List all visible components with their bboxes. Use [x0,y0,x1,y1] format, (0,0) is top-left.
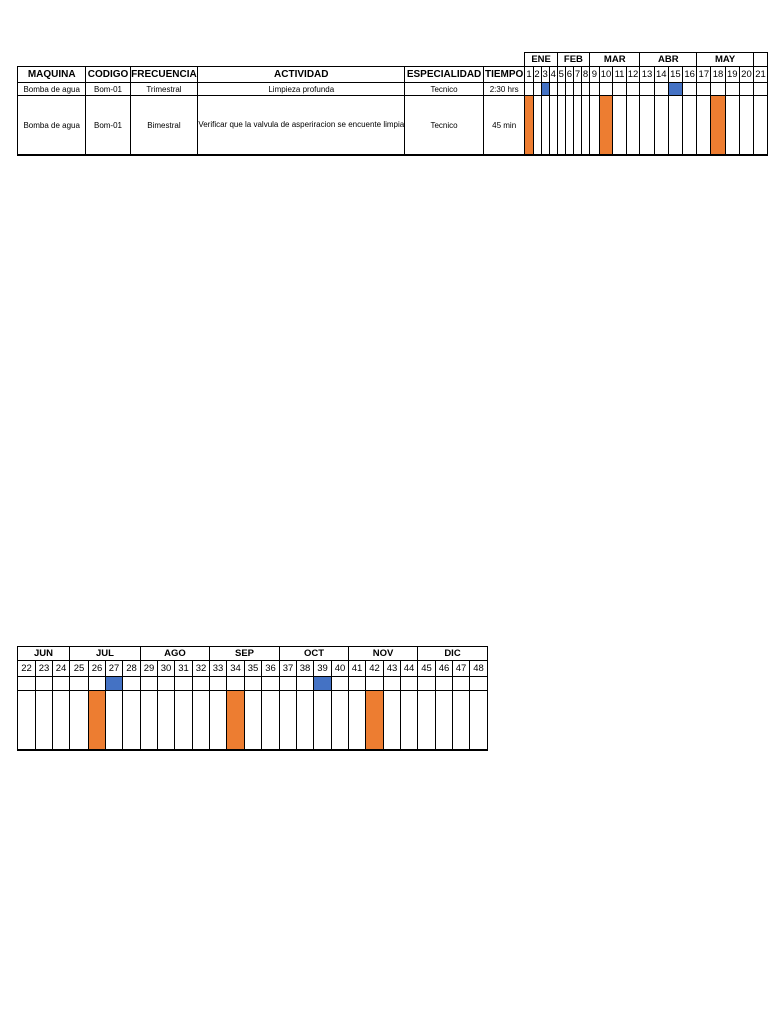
week-cell [525,83,533,96]
table-row [18,96,768,156]
cell-frecuencia: Bimestral [130,96,198,156]
maintenance-schedule-table-part-2 [17,646,488,751]
week-cell [573,96,581,156]
scheduled-week-bar [711,96,725,156]
week-number: 42 [366,661,384,677]
month-mar: MAR [590,53,640,67]
week-number: 5 [557,67,565,83]
scheduled-week-bar [599,96,613,156]
week-cell [70,691,89,751]
week-number: 16 [683,67,697,83]
week-number: 17 [697,67,711,83]
table-row [18,691,488,751]
month-may-overflow [754,53,768,67]
week-cell [754,83,768,96]
week-cell [314,691,332,751]
week-cell [141,677,158,691]
week-cell [366,677,384,691]
cell-tiempo: 2:30 hrs [483,83,525,96]
week-cell [654,83,668,96]
week-number: 29 [141,661,158,677]
week-cell [683,83,697,96]
week-number: 31 [175,661,193,677]
month-header-row [18,53,768,67]
week-number: 14 [654,67,668,83]
week-number: 37 [280,661,297,677]
week-number: 19 [725,67,739,83]
week-cell [53,691,70,751]
week-cell [697,96,711,156]
week-cell [262,677,280,691]
month-abr: ABR [640,53,697,67]
week-number: 7 [573,67,581,83]
cell-especialidad: Tecnico [405,96,484,156]
header-especialidad: ESPECIALIDAD [405,67,484,83]
week-cell [401,677,418,691]
month-oct: OCT [280,647,349,661]
week-cell [626,83,640,96]
empty-header-corner [18,53,525,67]
week-number: 43 [384,661,401,677]
week-number: 6 [565,67,573,83]
week-cell [262,691,280,751]
week-number: 23 [36,661,53,677]
week-cell [418,691,436,751]
week-number: 18 [711,67,725,83]
week-cell [436,691,453,751]
scheduled-week-bar [227,691,245,751]
week-number: 20 [739,67,753,83]
cell-maquina: Bomba de agua [18,96,86,156]
week-cell [141,691,158,751]
week-cell [193,691,210,751]
week-cell [668,96,682,156]
week-cell [175,677,193,691]
week-cell [613,96,626,156]
week-number: 46 [436,661,453,677]
week-number: 36 [262,661,280,677]
week-cell [739,96,753,156]
week-cell [697,83,711,96]
cell-codigo: Bom-01 [86,83,130,96]
scheduled-week-bar [89,691,106,751]
column-header-row [18,67,768,83]
table-row [18,83,768,96]
week-cell [123,691,141,751]
week-cell [175,691,193,751]
scheduled-week-bar [314,677,332,691]
scheduled-week-bar [668,83,682,96]
week-cell [470,691,488,751]
month-may: MAY [697,53,754,67]
week-cell [640,96,654,156]
week-number: 15 [668,67,682,83]
week-cell [297,691,314,751]
week-cell [613,83,626,96]
week-number: 3 [541,67,549,83]
week-number: 28 [123,661,141,677]
month-ago: AGO [141,647,210,661]
week-cell [573,83,581,96]
scheduled-week-bar [366,691,384,751]
week-cell [557,96,565,156]
cell-actividad: Limpieza profunda [198,83,405,96]
week-cell [626,96,640,156]
week-cell [683,96,697,156]
week-number: 35 [245,661,262,677]
week-number: 40 [332,661,349,677]
week-cell [280,691,297,751]
week-cell [418,677,436,691]
week-cell [640,83,654,96]
week-cell [754,96,768,156]
week-number: 45 [418,661,436,677]
week-number: 27 [106,661,123,677]
week-cell [106,691,123,751]
header-frecuencia: FRECUENCIA [130,67,198,83]
maintenance-schedule-table-part-1 [17,52,768,156]
week-cell [565,96,573,156]
month-sep: SEP [210,647,280,661]
week-number: 30 [158,661,175,677]
week-cell [401,691,418,751]
cell-tiempo: 45 min [483,96,525,156]
week-number: 21 [754,67,768,83]
week-cell [582,96,590,156]
week-cell [70,677,89,691]
week-number: 10 [599,67,613,83]
week-cell [210,677,227,691]
header-tiempo: TIEMPO [483,67,525,83]
week-number: 34 [227,661,245,677]
week-cell [565,83,573,96]
month-nov: NOV [349,647,418,661]
week-number: 11 [613,67,626,83]
table-row [18,677,488,691]
week-number: 32 [193,661,210,677]
week-cell [533,96,541,156]
week-number: 9 [590,67,600,83]
week-number: 8 [582,67,590,83]
week-cell [453,677,470,691]
week-cell [582,83,590,96]
week-cell [227,677,245,691]
week-cell [470,677,488,691]
cell-especialidad: Tecnico [405,83,484,96]
week-number: 26 [89,661,106,677]
week-number-row [18,661,488,677]
week-cell [18,691,36,751]
week-cell [725,96,739,156]
week-cell [53,677,70,691]
week-cell [245,691,262,751]
scheduled-week-bar [106,677,123,691]
cell-frecuencia: Trimestral [130,83,198,96]
month-dic: DIC [418,647,488,661]
week-cell [557,83,565,96]
header-codigo: CODIGO [86,67,130,83]
month-jul: JUL [70,647,141,661]
week-cell [549,96,557,156]
week-cell [158,691,175,751]
week-cell [725,83,739,96]
week-number: 33 [210,661,227,677]
week-number: 12 [626,67,640,83]
month-jun: JUN [18,647,70,661]
week-number: 48 [470,661,488,677]
month-header-row [18,647,488,661]
week-cell [549,83,557,96]
week-cell [453,691,470,751]
scheduled-week-bar [525,96,533,156]
week-number: 22 [18,661,36,677]
week-cell [36,677,53,691]
week-cell [245,677,262,691]
week-number: 38 [297,661,314,677]
cell-codigo: Bom-01 [86,96,130,156]
week-number: 47 [453,661,470,677]
week-cell [349,691,366,751]
week-cell [158,677,175,691]
week-cell [18,677,36,691]
week-cell [541,96,549,156]
week-cell [384,677,401,691]
month-feb: FEB [557,53,589,67]
month-ene: ENE [525,53,557,67]
week-cell [590,83,600,96]
week-cell [193,677,210,691]
week-cell [280,677,297,691]
week-cell [123,677,141,691]
week-cell [436,677,453,691]
week-cell [654,96,668,156]
week-number: 13 [640,67,654,83]
week-cell [349,677,366,691]
week-cell [210,691,227,751]
cell-maquina: Bomba de agua [18,83,86,96]
week-number: 41 [349,661,366,677]
week-cell [332,691,349,751]
week-number: 4 [549,67,557,83]
week-cell [384,691,401,751]
week-cell [89,677,106,691]
week-cell [599,83,613,96]
scheduled-week-bar [541,83,549,96]
week-cell [711,83,725,96]
week-cell [739,83,753,96]
week-cell [36,691,53,751]
week-cell [332,677,349,691]
week-number: 2 [533,67,541,83]
week-number: 44 [401,661,418,677]
header-maquina: MAQUINA [18,67,86,83]
header-actividad: ACTIVIDAD [198,67,405,83]
week-number: 1 [525,67,533,83]
week-number: 39 [314,661,332,677]
week-cell [297,677,314,691]
cell-actividad: Verificar que la valvula de asperiracion se encuente limpia [198,96,405,156]
week-cell [590,96,600,156]
week-cell [533,83,541,96]
week-number: 24 [53,661,70,677]
week-number: 25 [70,661,89,677]
